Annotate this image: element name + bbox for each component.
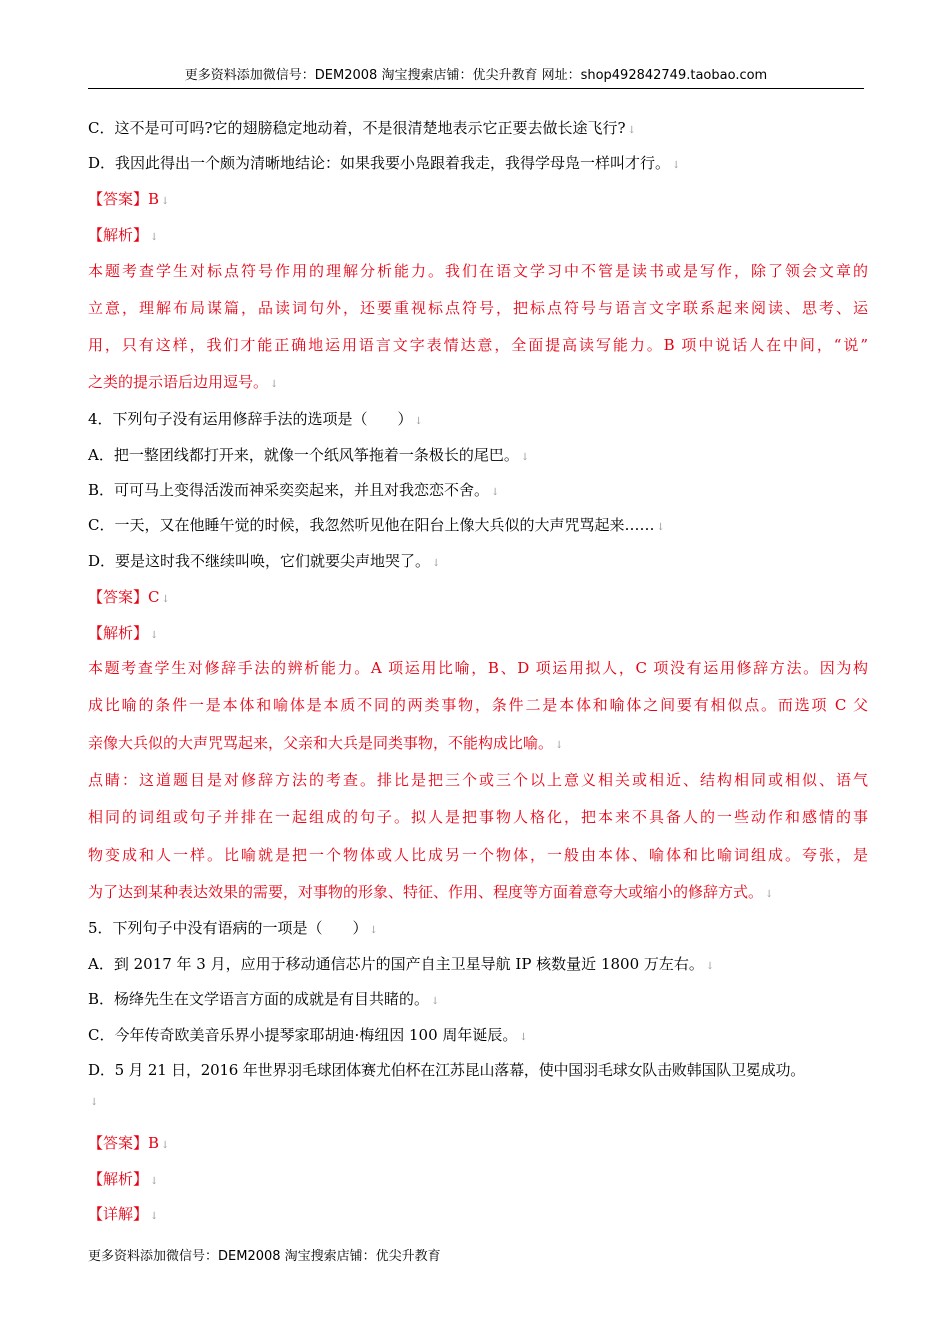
q3-analysis-line: 立意，理解布局谋篇，品读词句外，还要重视标点符号，把标点符号与语言文字联系起来阅读、思考、运: [88, 299, 868, 317]
q4-option-d: D．要是这时我不继续叫唤，它们就要尖声地哭了。 ↓: [88, 552, 441, 570]
q4-tip-line: 相同的词组或句子并排在一起组成的句子。拟人是把事物人格化，把本来不具备人的一些动作和感情的事: [88, 808, 868, 826]
q3-analysis-line: 用，只有这样，我们才能正确地运用语言文字表情达意，全面提高读写能力。B 项中说话人在中间，“说”: [88, 336, 868, 354]
q5-stem: 5．下列句子中没有语病的一项是（ ） ↓: [88, 919, 378, 937]
page-header: 更多资料添加微信号：DEM2008 淘宝搜索店铺：优尖升教育 网址：shop492842749.taobao.com: [88, 64, 864, 89]
q4-option-b: B．可可马上变得活泼而神采奕奕起来，并且对我恋恋不舍。 ↓: [88, 481, 500, 499]
q4-analysis-label: 【解析】 ↓: [88, 624, 159, 642]
q3-analysis-line: 之类的提示语后边用逗号。 ↓: [88, 373, 279, 391]
q5-option-c: C．今年传奇欧美音乐界小提琴家耶胡迪·梅纽因 100 周年诞辰。 ↓: [88, 1026, 528, 1044]
page-footer: 更多资料添加微信号：DEM2008 淘宝搜索店铺：优尖升教育: [88, 1249, 441, 1264]
q3-answer: 【答案】B ↓: [88, 190, 170, 208]
q4-analysis-line: 亲像大兵似的大声咒骂起来，父亲和大兵是同类事物，不能构成比喻。 ↓: [88, 734, 564, 752]
q4-answer: 【答案】C ↓: [88, 588, 170, 606]
q5-option-d: D．5 月 21 日，2016 年世界羽毛球团体赛尤伯杯在江苏昆山落幕，使中国羽毛球女队击败韩国队卫冕成功。: [88, 1061, 806, 1079]
q3-option-d: D．我因此得出一个颇为清晰地结论：如果我要小凫跟着我走，我得学母凫一样叫才行。 ↓: [88, 154, 681, 172]
q4-stem: 4．下列句子没有运用修辞手法的选项是（ ） ↓: [88, 410, 423, 428]
q5-option-b: B．杨绛先生在文学语言方面的成就是有目共睹的。 ↓: [88, 990, 440, 1008]
q4-tip-line: 物变成和人一样。比喻就是把一个物体或人比成另一个物体，一般由本体、喻体和比喻词组成。夸张，是: [88, 846, 868, 864]
q3-option-c: C．这不是可可吗?它的翅膀稳定地动着，不是很清楚地表示它正要去做长途飞行? ↓: [88, 119, 636, 137]
q3-analysis-line: 本题考查学生对标点符号作用的理解分析能力。我们在语文学习中不管是读书或是写作，除了领会文章的: [88, 262, 868, 280]
q4-tip-line: 点睛：这道题目是对修辞方法的考查。排比是把三个或三个以上意义相关或相近、结构相同或相似、语气: [88, 771, 868, 789]
paragraph-mark: ↓: [90, 1097, 99, 1108]
q4-analysis-line: 本题考查学生对修辞手法的辨析能力。A 项运用比喻，B、D 项运用拟人，C 项没有运用修辞方法。因为构: [88, 659, 868, 677]
q4-tip-line: 为了达到某种表达效果的需要，对事物的形象、特征、作用、程度等方面着意夸大或缩小的修辞方式。 ↓: [88, 883, 774, 901]
q3-analysis-label: 【解析】 ↓: [88, 226, 159, 244]
q5-answer: 【答案】B ↓: [88, 1134, 170, 1152]
q5-detail-label: 【详解】 ↓: [88, 1205, 159, 1223]
q4-option-a: A．把一整团线都打开来，就像一个纸风筝拖着一条极长的尾巴。 ↓: [88, 446, 530, 464]
q4-analysis-line: 成比喻的条件一是本体和喻体是本质不同的两类事物，条件二是本体和喻体之间要有相似点。而选项 C 父: [88, 696, 868, 714]
q5-analysis-label: 【解析】 ↓: [88, 1170, 159, 1188]
q4-option-c: C．一天，又在他睡午觉的时候，我忽然听见他在阳台上像大兵似的大声咒骂起来…… ↓: [88, 516, 665, 534]
q5-option-a: A．到 2017 年 3 月，应用于移动通信芯片的国产自主卫星导航 IP 核数量近 1800 万左右。 ↓: [88, 955, 715, 973]
